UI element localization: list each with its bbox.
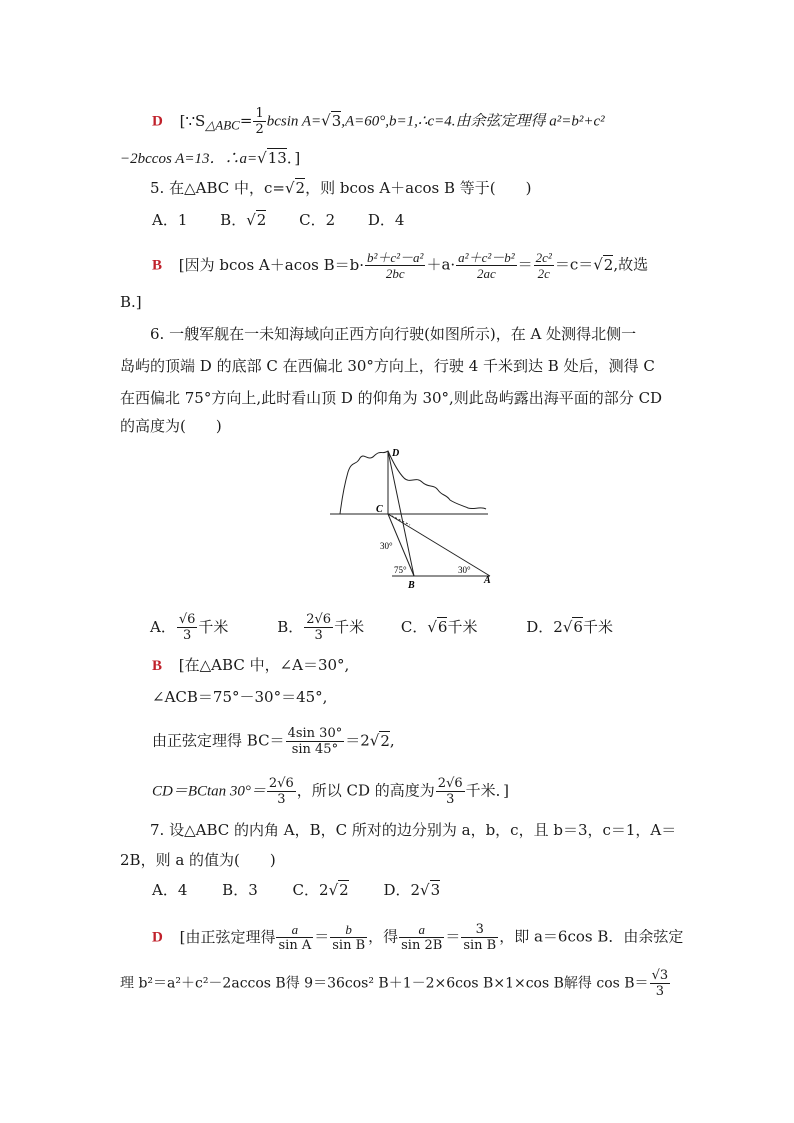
label-D: D <box>392 448 400 459</box>
q6-option-c <box>401 618 478 636</box>
text: b <box>330 922 367 938</box>
angle-75: 75° <box>394 565 407 575</box>
text: a <box>276 922 313 938</box>
text: 3 <box>446 792 455 807</box>
text: 由正弦定理得 BC＝ <box>152 731 285 750</box>
text: sin 45° <box>291 742 339 757</box>
text: 3 <box>430 881 441 899</box>
label-A: A <box>484 575 491 586</box>
text: sin B <box>463 938 497 953</box>
radical: √ <box>328 881 339 899</box>
q6-stem-1: 6. 一艘军舰在一未知海域向正西方向行驶(如图所示)，在 A 处测得北侧一 <box>150 325 637 343</box>
text: 2 <box>603 255 614 274</box>
q6-solution-4 <box>152 776 509 807</box>
q6-solution-1 <box>152 655 349 676</box>
radical: √ <box>427 617 437 636</box>
text: [因为 bcos A＋acos B＝b· <box>178 255 364 274</box>
fraction <box>650 968 671 999</box>
text: [∵S <box>179 111 206 130</box>
text: sin B <box>332 938 366 953</box>
text: 5. 在△ABC 中，c= <box>150 179 285 197</box>
fraction <box>365 250 425 281</box>
q5-option-d: D．4 <box>367 211 405 229</box>
q5-options <box>152 210 404 230</box>
text: , <box>389 731 395 750</box>
text: ,A=60°,b=1,∴c=4.由余弦定理得 a²=b²+c² <box>341 113 605 130</box>
angle-30-top: 30° <box>380 541 393 551</box>
text: 2 <box>255 122 264 137</box>
fraction <box>330 922 367 953</box>
text: = <box>239 111 253 130</box>
text: [由正弦定理得 <box>179 927 276 946</box>
text: 千米 <box>198 617 229 636</box>
q5-solution <box>152 250 648 281</box>
fraction <box>461 922 498 953</box>
text: 6 <box>573 617 583 636</box>
fraction <box>304 612 333 643</box>
text: ，即 a＝6cos B．由余弦定 <box>499 927 684 946</box>
text: 3 <box>655 984 664 999</box>
fraction <box>177 612 198 643</box>
text: 3 <box>331 111 342 130</box>
text: 3 <box>182 628 192 643</box>
q6-option-b <box>277 612 365 643</box>
text: √6 <box>178 612 196 627</box>
text: 6 <box>437 617 448 636</box>
q6-stem-3: 在西偏北 75°方向上,此时看山顶 D 的仰角为 30°,则此岛屿露出海平面的部分 CD <box>120 389 663 407</box>
radical: √ <box>246 211 256 229</box>
fraction <box>276 922 313 953</box>
text: −2bccos A=13．∴a= <box>120 151 258 167</box>
text: 千米．] <box>465 781 509 800</box>
text: sin A <box>278 938 312 953</box>
q6-solution-2: ∠ACB＝75°－30°＝45°, <box>152 688 328 706</box>
q7-solution-2 <box>120 968 671 999</box>
text: 2c² <box>535 250 552 265</box>
text: ．] <box>286 149 301 167</box>
text: 4sin 30° <box>287 726 343 741</box>
q5-option-b <box>220 211 266 229</box>
text: D．2 <box>526 617 563 636</box>
text: ,故选 <box>613 255 649 274</box>
text: 13 <box>267 149 287 167</box>
q7-option-b: B．3 <box>222 881 258 899</box>
fraction <box>436 776 465 807</box>
text: 千米 <box>334 617 365 636</box>
text: 千米 <box>582 617 613 636</box>
text: ，则 bcos A＋acos B 等于( ) <box>305 179 532 197</box>
text: 2√6 <box>268 776 294 791</box>
text: ＋a· <box>426 255 456 274</box>
text: 2 <box>339 881 349 899</box>
q7-option-c <box>293 881 349 899</box>
q4-answer-line-2 <box>120 148 300 169</box>
fraction <box>534 250 554 281</box>
angle-30-right: 30° <box>458 565 471 575</box>
text: sin 2B <box>401 938 443 953</box>
text: ＝ <box>314 927 330 946</box>
radical: √ <box>369 731 380 750</box>
text: B． <box>277 617 304 636</box>
q7-stem-1: 7. 设△ABC 的内角 A，B，C 所对的边分别为 a，b，c，且 b＝3，c＝1，A＝ <box>150 821 677 839</box>
text: ＝c＝ <box>554 255 594 274</box>
text: √3 <box>651 968 669 983</box>
q5-stem <box>150 178 532 198</box>
q6-stem-2: 岛屿的顶端 D 的底部 C 在西偏北 30°方向上，行驶 4 千米到达 B 处后，测得 C <box>120 357 655 375</box>
text: 2 <box>380 731 390 750</box>
text: b²＋c²－a² <box>366 250 424 265</box>
q6-options <box>150 612 613 643</box>
text: 2c <box>537 266 550 281</box>
text: A． <box>150 617 176 636</box>
q7-answer-letter: D <box>152 929 163 946</box>
text: 2 <box>256 211 267 229</box>
text: C．2 <box>292 881 329 899</box>
text: D．2 <box>383 881 421 899</box>
text: 3 <box>461 922 498 938</box>
fraction <box>286 726 345 757</box>
radical: √ <box>321 111 331 130</box>
text: ，所以 CD 的高度为 <box>296 781 435 800</box>
text: [在△ABC 中，∠A＝30°, <box>178 656 350 674</box>
radical: √ <box>257 149 267 167</box>
text: 理 b²＝a²＋c²－2accos B得 9＝36cos² B＋1－2×6cos B×1×cos B解得 cos B＝ <box>120 975 649 992</box>
radical: √ <box>562 617 573 636</box>
q5-option-a: A．1 <box>152 211 188 229</box>
q6-solution-3 <box>152 726 395 757</box>
q7-option-a: A．4 <box>152 881 188 899</box>
text: ＝ <box>517 255 533 274</box>
q5-solution-tail: B.] <box>120 293 142 311</box>
q6-option-a <box>150 612 229 643</box>
radical: √ <box>420 881 430 899</box>
q7-stem-2: 2B，则 a 的值为( ) <box>120 851 276 869</box>
text: 2√6 <box>306 612 332 627</box>
label-B: B <box>408 580 415 591</box>
q7-solution-1 <box>152 922 683 953</box>
text: ＝2 <box>345 731 370 750</box>
text: a <box>399 922 444 938</box>
radical: √ <box>284 179 295 197</box>
island-diagram <box>330 446 500 591</box>
label-C: C <box>376 504 383 515</box>
fraction <box>253 106 265 137</box>
text: 1 <box>255 106 264 121</box>
text: C． <box>400 617 428 636</box>
text: 2bc <box>385 266 405 281</box>
fraction <box>267 776 296 807</box>
q4-answer-line-1 <box>152 106 605 137</box>
q6-option-d <box>526 618 613 636</box>
text: bcsin A= <box>266 113 322 130</box>
text: △ABC <box>205 117 240 133</box>
q4-answer-letter: D <box>152 113 163 130</box>
text: 2ac <box>477 266 496 281</box>
text: 3 <box>314 628 323 643</box>
q6-answer-letter: B <box>152 658 163 674</box>
text: B． <box>220 211 247 229</box>
fraction <box>399 922 444 953</box>
mountain-outline <box>340 451 486 514</box>
text: 3 <box>277 792 286 807</box>
q7-options <box>152 880 440 900</box>
fraction <box>456 250 516 281</box>
text: ＝ <box>445 927 461 946</box>
q7-option-d <box>383 881 440 899</box>
text: 2 <box>295 179 306 197</box>
q5-option-c: C．2 <box>299 211 336 229</box>
text: a²＋c²－b² <box>458 250 515 265</box>
text: ，得 <box>368 927 399 946</box>
text: 2√6 <box>437 776 463 791</box>
text: CD＝BCtan 30°＝ <box>152 783 266 800</box>
radical: √ <box>593 255 603 274</box>
q5-answer-letter: B <box>152 257 163 274</box>
text: 千米 <box>447 617 478 636</box>
q6-stem-4: 的高度为( ) <box>120 417 222 435</box>
